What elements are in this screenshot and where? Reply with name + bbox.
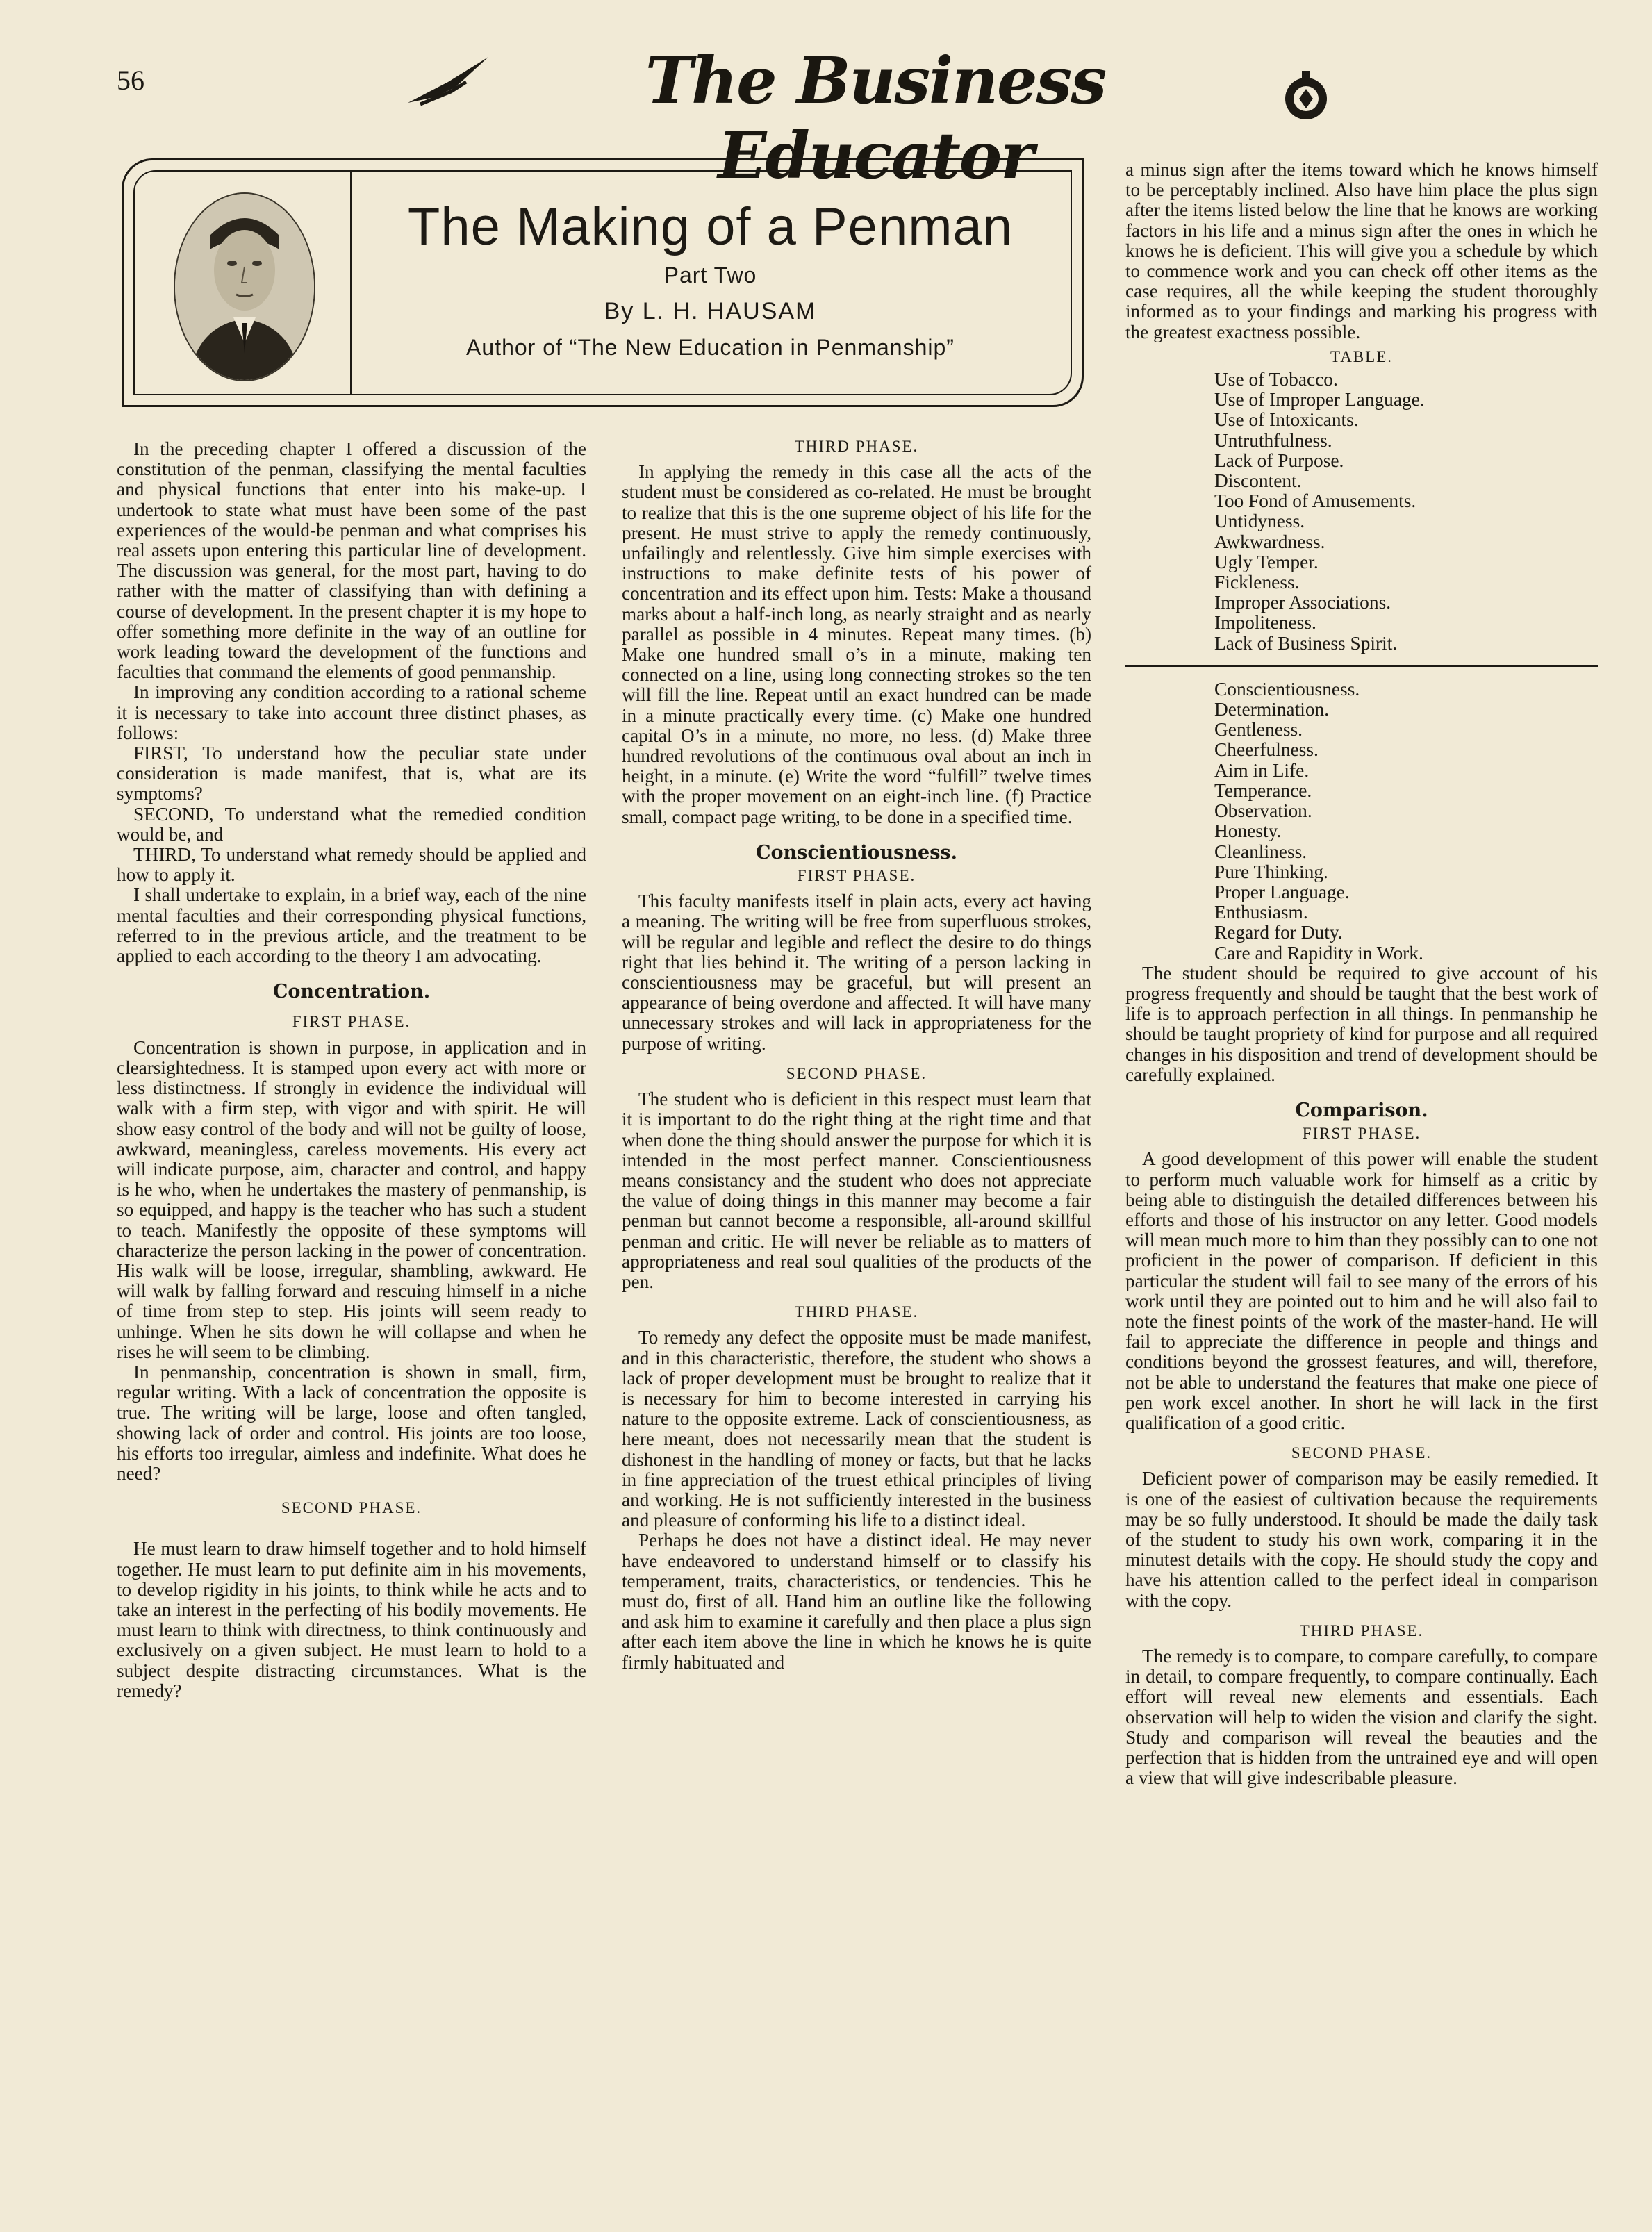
section-heading-comparison: Comparison.	[1295, 1099, 1428, 1121]
paragraph: In improving any condition according to a rational scheme it is necessary to take into account three distinct phases, as follows:	[117, 681, 586, 743]
list-item: Fickleness.	[1214, 572, 1300, 593]
phase-heading: SECOND PHASE.	[1291, 1444, 1432, 1462]
list-item: Aim in Life.	[1214, 759, 1310, 781]
list-item: Observation.	[1214, 800, 1312, 822]
column-1	[117, 439, 586, 1701]
section-heading-concentration: Concentration.	[272, 981, 431, 1003]
paragraph: To remedy any defect the opposite must be made manifest, and in this characteristic, therefore, the student who shows a lack of proper development must be brought to realize that it is necessary for him to become interested in carrying his nature to the opposite extreme. Lack of conscientiousness, as here meant, does not necessarily mean that the student is dishonest in the handling of money or facts, but that he lacks in fine appreciation of the truest ethical principles of living and working. He is not sufficiently interested in the business and pleasure of conforming his life to a distinct ideal.	[622, 1327, 1091, 1531]
title-box	[122, 158, 1084, 407]
section-heading-conscientiousness: Conscientiousness.	[755, 841, 957, 863]
table-list-below	[1214, 679, 1598, 964]
table-heading: TABLE.	[1330, 347, 1393, 365]
list-item: Pure Thinking.	[1214, 861, 1328, 882]
paragraph: SECOND, To understand what the remedied condition would be, and	[117, 803, 586, 845]
paragraph: A good development of this power will enable the student to perform much valuable work for himself as a critic by being able to distinguish the detailed differences between his efforts and those of his instructor on any letter. Good models will mean much more to him than they possibly can to one not proficient in the power of comparison. If deficient in this particular the student will fail to see many of the errors of his work until they are pointed out to him and he will also fail to note the finest points of the work of the master-hand. He will fail to appreciate the difference in people and things and conditions beyond the grossest features, and will, therefore, not be able to understand the features that make one piece of pen work excel another. In short he will lack in the first qualification of a good critic.	[1125, 1148, 1598, 1433]
article-title: The Making of a Penman	[407, 197, 1014, 256]
table-divider	[1125, 665, 1598, 667]
paragraph: The student who is deficient in this respect must learn that it is important to do the right thing at the right time and that when done the thing should answer the purpose for which it is intended in the most perfect manner. Conscientiousness means consistancy and the student who does not appreciate the value of doing things in this manner may become a fair penman but cannot become a responsible, all-around skillful penman and critic. He will never be reliable as to matters of appropriateness and real soul qualities of the products of the pen.	[622, 1089, 1091, 1292]
paragraph: This faculty manifests itself in plain acts, every act having a meaning. The writing will be free from superfluous strokes, will be regular and legible and reflect the desire to do things right that lies behind it. The writing of a person lacking in conscientiousness may be graceful, but will present an appearance of being overdone and affected. It will have many unnecessary strokes and will lack in appropriateness for the purpose of writing.	[622, 891, 1091, 1054]
phase-heading: THIRD PHASE.	[794, 1303, 919, 1321]
paragraph: He must learn to draw himself together and to hold himself together. He must learn to put definite aim in his movements, to develop rigidity in his joints, to think while he acts and to take an interest in the perfecting of his bodily movements. He must learn to think with directness, to think continuously and exclusively on a given subject. He must learn to hold to a subject despite distracting circumstances. What is the remedy?	[117, 1538, 586, 1701]
author-portrait	[174, 192, 315, 381]
paragraph: THIRD, To understand what remedy should be applied and how to apply it.	[117, 844, 586, 886]
quill-icon	[406, 54, 490, 110]
column-2	[622, 432, 1091, 1673]
paragraph: a minus sign after the items toward which he knows himself to be perceptably inclined. Also have him place the plus sign after the items listed below the line that he knows are working factors in his life and a minus sign after the ones in which he knows he is deficient. This will give you a schedule by which to commence work and you can check off other items as the case requires, all the while keeping the student thoroughly informed as to your findings and marking his progress with the greatest exactness possible.	[1125, 159, 1598, 342]
list-item: Honesty.	[1214, 820, 1282, 842]
table-list-above	[1214, 370, 1598, 654]
list-item: Gentleness.	[1214, 719, 1303, 741]
paragraph: Perhaps he does not have a distinct ideal. He may never have endeavored to understand himself or to classify his temperament, traits, characteristics, or tendencies. This he must do, first of all. Hand him an outline like the following and ask him to examine it carefully and then place a plus sign after each item above the line in which he knows he is quite firmly habituated and	[622, 1530, 1091, 1673]
list-item: Temperance.	[1214, 779, 1312, 801]
list-item: Determination.	[1214, 699, 1330, 720]
list-item: Untidyness.	[1214, 511, 1305, 532]
list-item: Lack of Purpose.	[1214, 449, 1344, 471]
title-text	[364, 172, 1057, 394]
seal-icon	[1278, 69, 1334, 125]
list-item: Care and Rapidity in Work.	[1214, 942, 1423, 964]
page-number: 56	[117, 65, 144, 96]
paragraph: FIRST, To understand how the peculiar state under consideration is made manifest, that is, what are its symptoms?	[117, 743, 586, 804]
spacer	[117, 1523, 586, 1539]
list-item: Use of Improper Language.	[1214, 389, 1425, 411]
list-item: Lack of Business Spirit.	[1214, 632, 1398, 654]
masthead: The Business Educator	[645, 43, 1106, 193]
list-item: Enthusiasm.	[1214, 902, 1308, 923]
list-item: Cleanliness.	[1214, 841, 1307, 862]
paragraph: Deficient power of comparison may be easily remedied. It is one of the easiest of cultivation because the requirements may be so fully understood. It should be made the daily task of the student to study his own work, comparing it in the minutest details with the copy. He should study the copy and have his attention called to the perfect ideal in comparison with the copy.	[1125, 1468, 1598, 1611]
phase-heading: FIRST PHASE.	[292, 1013, 411, 1031]
paragraph: The student should be required to give account of his progress frequently and should be taught that the best work of life is to approach perfection in all things. In penmanship he should be taught propriety of kind for purpose and all required changes in his disposition and trend of development should be carefully explained.	[1125, 962, 1598, 1085]
list-item: Use of Tobacco.	[1214, 369, 1338, 390]
list-item: Cheerfulness.	[1214, 739, 1319, 761]
portrait-frame	[135, 172, 352, 394]
column-3	[1125, 160, 1598, 1788]
list-item: Too Fond of Amusements.	[1214, 490, 1416, 512]
phase-heading: FIRST PHASE.	[797, 867, 916, 885]
paragraph: In the preceding chapter I offered a discussion of the constitution of the penman, classifying the mental faculties and physical functions that enter into his make-up. I undertook to state what must have been some of the past experiences of the would-be penman and what comprises his real assets upon entering this particular line of development. The discussion was general, for the most part, having to do rather with the matter of classifying than with defining a course of development. In the present chapter it is my hope to offer something more definite in the way of an outline for work leading toward the development of the functions and faculties that command the elements of good penmanship.	[117, 438, 586, 683]
article-author-note: Author of “The New Education in Penmanship”	[466, 335, 955, 360]
list-item: Proper Language.	[1214, 881, 1350, 902]
paragraph: In penmanship, concentration is shown in small, firm, regular writing. With a lack of concentration the opposite is true. The writing will be large, loose and often tangled, showing lack of order and control. His joints are too loose, his efforts too irregular, aimless and indefinite. What does he need?	[117, 1361, 586, 1484]
list-item: Improper Associations.	[1214, 592, 1391, 613]
list-item: Discontent.	[1214, 470, 1302, 492]
list-item: Impoliteness.	[1214, 612, 1316, 634]
list-item: Conscientiousness.	[1214, 678, 1360, 700]
list-item: Use of Intoxicants.	[1214, 409, 1359, 431]
paragraph: Concentration is shown in purpose, in application and in clearsightedness. It is stamped upon every act with more or less distinctness. If strongly in evidence the individual will walk with a firm step, with vigor and with spirit. He will show easy control of the body and will not be guilty of loose, awkward, meaningless, careless movements. His every act will indicate purpose, aim, character and control, and happy is he who, when he undertakes the mastery of penmanship, is so equipped, and happy is the teacher who has such a student to teach. Manifestly the opposite of these symptoms will characterize the person lacking in the power of concentration. His walk will be loose, irregular, shambling, awkward. He will walk by falling forward and rescuing himself in a niche of time from step to step. His joints will seem ready to unhinge. When he sits down he will collapse and when he rises he will seem to be climbing.	[117, 1036, 586, 1362]
article-part: Part Two	[663, 263, 757, 288]
phase-heading: FIRST PHASE.	[1302, 1125, 1421, 1143]
phase-heading: THIRD PHASE.	[1299, 1621, 1424, 1639]
list-item: Ugly Temper.	[1214, 551, 1319, 572]
phase-heading: SECOND PHASE.	[281, 1499, 422, 1517]
article-byline: By L. H. HAUSAM	[604, 298, 817, 324]
list-item: Regard for Duty.	[1214, 922, 1343, 943]
phase-heading: THIRD PHASE.	[794, 438, 919, 455]
paragraph: In applying the remedy in this case all the acts of the student must be considered as co-related. He must be brought to realize that this is the one supreme object of his life for the present. He must strive to apply the remedy continuously, unfailingly and relentlessly. Give him simple exercises with instructions to make definite tests of his power of concentration and its effect upon him. Tests: Make a thousand marks about a half-inch long, as nearly straight and as nearly parallel as possible in 4 minutes. Repeat many times. (b) Make one hundred small o’s in a minute, making ten connected on a line, using long connecting strokes so the ten will fill the line. Repeat until an exact hundred can be made in a minute practically every time. (c) Make one hundred capital O’s in a minute, no more, no less. (d) Make three hundred revolutions of the continuous oval about an inch in height, in a minute. (e) Write the word “fulfill” twelve times with the proper movement on an eight-inch line. (f) Practice small, compact page writing, to be done in a specified time.	[622, 461, 1091, 827]
list-item: Awkwardness.	[1214, 531, 1325, 552]
phase-heading: SECOND PHASE.	[786, 1064, 927, 1082]
list-item: Untruthfulness.	[1214, 429, 1332, 451]
paragraph: I shall undertake to explain, in a brief way, each of the nine mental faculties and their corresponding physical functions, referred to in the previous article, and the treatment to be applied to each according to the theory I am advocating.	[117, 884, 586, 967]
paragraph: The remedy is to compare, to compare carefully, to compare in detail, to compare frequently, to compare continually. Each effort will reveal new elements and essentials. Each observation will help to widen the vision and clarify the sight. Study and comparison will reveal the beauties and the perfection that is hidden from the untrained eye and will open a view that will give indescribable pleasure.	[1125, 1646, 1598, 1789]
